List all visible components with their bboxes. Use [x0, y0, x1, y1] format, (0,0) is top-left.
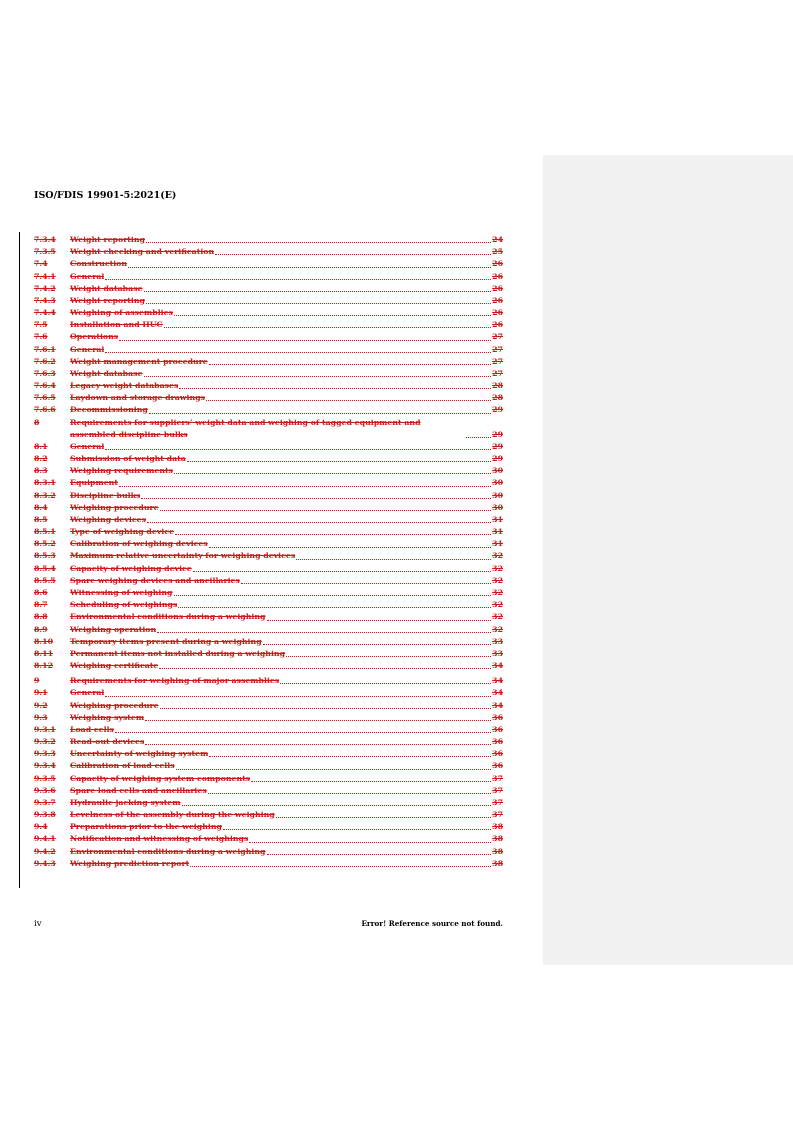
toc-entry[interactable] — [34, 319, 503, 331]
toc-entry[interactable] — [34, 550, 503, 562]
toc-entry[interactable] — [34, 687, 503, 699]
toc-entry[interactable] — [34, 821, 503, 833]
toc-dot-leader — [147, 522, 491, 523]
toc-dot-leader — [276, 817, 491, 818]
toc-entry[interactable] — [34, 846, 503, 858]
toc-entry-number: 8.9 — [34, 624, 48, 634]
toc-entry-title: Environmental conditions during a weighing — [70, 846, 266, 856]
toc-entry[interactable] — [34, 660, 503, 672]
toc-entry-number: 9.1 — [34, 688, 48, 698]
toc-entry-page: 27 — [492, 332, 503, 342]
toc-entry-title: Read-out devices — [70, 737, 145, 747]
toc-entry[interactable] — [34, 599, 503, 611]
toc-entry-page: 37 — [492, 797, 503, 807]
toc-dot-leader — [144, 291, 492, 292]
toc-entry-number: 8.6 — [34, 588, 48, 597]
toc-entry[interactable] — [34, 724, 503, 736]
toc-dot-leader — [296, 559, 491, 560]
toc-entry-number: 9 — [34, 676, 40, 686]
toc-entry-number: 7.6.1 — [34, 344, 56, 354]
toc-entry-title: General — [70, 344, 105, 354]
toc-entry[interactable] — [34, 833, 503, 845]
toc-entry-title: Weight reporting — [70, 295, 145, 305]
toc-entry[interactable] — [34, 675, 503, 687]
toc-dot-leader — [249, 842, 491, 843]
toc-entry-page: 32 — [492, 600, 503, 610]
toc-entry-title: General — [70, 271, 105, 281]
toc-entry-page: 29 — [492, 429, 503, 439]
toc-dot-leader — [105, 696, 491, 697]
toc-dot-leader — [286, 656, 491, 657]
toc-dot-leader — [466, 437, 491, 438]
toc-dot-leader — [208, 793, 491, 794]
toc-entry[interactable] — [34, 785, 503, 797]
toc-entry-number: 8.8 — [34, 612, 48, 622]
toc-entry[interactable] — [34, 344, 503, 356]
toc-dot-leader — [144, 376, 492, 377]
toc-entry-page: 32 — [492, 551, 503, 561]
toc-dot-leader — [176, 769, 492, 770]
toc-entry-page: 38 — [492, 858, 503, 868]
toc-entry-title: Temporary items present during a weighing — [70, 636, 262, 646]
toc-entry[interactable] — [34, 246, 503, 258]
toc-entry-page: 26 — [492, 283, 503, 293]
toc-entry-number: 9.3.6 — [34, 785, 56, 795]
toc-entry-title: Witnessing of weighing — [70, 588, 173, 597]
toc-entry-page: 25 — [492, 247, 503, 257]
toc-entry-number: 8.10 — [34, 636, 53, 646]
toc-entry[interactable] — [34, 368, 503, 380]
toc-entry-page: 30 — [492, 490, 503, 500]
toc-entry[interactable] — [34, 258, 503, 270]
toc-entry-title: Requirements for suppliers’ weight data and weighing of tagged equipment and assembled discipline bulks — [70, 417, 421, 439]
toc-entry[interactable] — [34, 502, 503, 514]
document-header: ISO/FDIS 19901-5:2021(E) — [34, 190, 177, 201]
toc-entry[interactable] — [34, 809, 503, 821]
toc-entry-number: 7.6 — [34, 332, 48, 342]
toc-entry[interactable] — [34, 490, 503, 502]
toc-entry[interactable] — [34, 271, 503, 283]
toc-entry-number: 9.2 — [34, 700, 48, 710]
toc-entry-number: 7.4.4 — [34, 308, 56, 318]
toc-entry-number: 7.4 — [34, 259, 48, 269]
toc-entry-page: 33 — [492, 648, 503, 658]
toc-entry-title: Weight management procedure — [70, 356, 208, 366]
toc-entry-title: Weighing procedure — [70, 700, 159, 710]
toc-entry-page: 27 — [492, 368, 503, 378]
toc-entry[interactable] — [34, 453, 503, 465]
toc-entry-number: 7.6.4 — [34, 381, 56, 391]
toc-entry-page: 34 — [492, 676, 503, 686]
toc-entry-page: 37 — [492, 773, 503, 783]
toc-entry-page: 36 — [492, 749, 503, 759]
toc-entry-number: 8.7 — [34, 600, 48, 610]
toc-entry-page: 31 — [492, 527, 503, 537]
toc-dot-leader — [280, 683, 491, 684]
toc-entry-number: 7.4.3 — [34, 295, 56, 305]
toc-entry-page: 36 — [492, 761, 503, 771]
toc-entry-page: 29 — [492, 405, 503, 415]
toc-entry[interactable] — [34, 392, 503, 404]
toc-entry-page: 26 — [492, 308, 503, 318]
toc-entry-title: Weighing requirements — [70, 466, 174, 476]
toc-entry-title: Construction — [70, 259, 128, 269]
change-bar — [19, 232, 20, 888]
toc-dot-leader — [251, 781, 491, 782]
toc-entry-number: 7.3.5 — [34, 247, 56, 257]
toc-entry-number: 8.5.2 — [34, 539, 56, 549]
toc-entry[interactable] — [34, 441, 503, 453]
toc-entry-title: Operations — [70, 332, 119, 342]
toc-entry[interactable] — [34, 624, 503, 636]
toc-entry-page: 27 — [492, 356, 503, 366]
toc-entry-title: Weight checking and verification — [70, 247, 215, 257]
toc-entry-title: Spare load cells and ancillaries — [70, 785, 207, 795]
toc-entry-title: Weight reporting — [70, 235, 145, 244]
toc-entry[interactable] — [34, 404, 503, 416]
toc-entry-page: 28 — [492, 381, 503, 391]
toc-dot-leader — [157, 632, 491, 633]
toc-entry-number: 9.3 — [34, 712, 48, 722]
toc-entry-page: 27 — [492, 344, 503, 354]
toc-dot-leader — [187, 461, 491, 462]
toc-entry-title: Discipline bulks — [70, 490, 141, 500]
toc-entry-page: 32 — [492, 612, 503, 622]
toc-entry-page: 33 — [492, 636, 503, 646]
toc-entry-number: 8.11 — [34, 648, 53, 658]
toc-entry[interactable] — [34, 307, 503, 319]
toc-entry-number: 7.6.2 — [34, 356, 56, 366]
toc-entry-page: 26 — [492, 295, 503, 305]
toc-dot-leader — [241, 583, 491, 584]
toc-entry-number: 8.2 — [34, 454, 48, 464]
toc-dot-leader — [182, 805, 492, 806]
toc-entry[interactable] — [34, 760, 503, 772]
toc-entry[interactable] — [34, 712, 503, 724]
toc-entry-page: 36 — [492, 712, 503, 722]
toc-entry[interactable] — [34, 736, 503, 748]
toc-entry-title: Hydraulic jacking system — [70, 797, 181, 807]
toc-entry-number: 7.4.2 — [34, 283, 56, 293]
toc-entry-number: 8.5 — [34, 514, 48, 524]
toc-entry-page: 36 — [492, 737, 503, 747]
toc-entry-number: 7.6.5 — [34, 393, 56, 403]
toc-entry-number: 8.12 — [34, 661, 53, 671]
toc-dot-leader — [267, 854, 492, 855]
toc-entry-page: 32 — [492, 575, 503, 585]
toc-entry-number: 8.4 — [34, 502, 48, 512]
toc-entry-title: Capacity of weighing device — [70, 563, 192, 573]
toc-entry[interactable] — [34, 858, 503, 870]
toc-dot-leader — [105, 352, 491, 353]
toc-dot-leader — [146, 242, 491, 243]
toc-entry-title: Capacity of weighing system components — [70, 773, 251, 783]
toc-entry-number: 9.3.5 — [34, 773, 56, 783]
toc-entry-title: General — [70, 688, 105, 698]
toc-entry-title: Weighing procedure — [70, 502, 159, 512]
toc-entry-page: 37 — [492, 810, 503, 820]
toc-dot-leader — [206, 400, 491, 401]
toc-entry-number: 9.4 — [34, 822, 48, 832]
toc-entry-title: Scheduling of weighings — [70, 600, 178, 610]
toc-entry-number: 8.5.5 — [34, 575, 56, 585]
toc-dot-leader — [174, 595, 492, 596]
toc-dot-leader — [119, 340, 491, 341]
toc-entry-page: 28 — [492, 393, 503, 403]
toc-entry-number: 7.4.1 — [34, 271, 56, 281]
toc-entry[interactable] — [34, 234, 503, 246]
toc-dot-leader — [174, 473, 491, 474]
toc-dot-leader — [209, 547, 491, 548]
toc-entry-page: 38 — [492, 846, 503, 856]
toc-entry-title: Spare weighing devices and ancillaries — [70, 575, 240, 585]
toc-dot-leader — [105, 449, 491, 450]
toc-entry-page: 30 — [492, 478, 503, 488]
toc-dot-leader — [141, 498, 491, 499]
toc-dot-leader — [193, 571, 491, 572]
toc-entry[interactable] — [34, 797, 503, 809]
toc-entry-number: 8.5.1 — [34, 527, 56, 537]
toc-entry[interactable] — [34, 331, 503, 343]
toc-dot-leader — [174, 315, 491, 316]
toc-entry-page: 24 — [492, 235, 503, 244]
toc-entry-page: 29 — [492, 441, 503, 451]
toc-entry-number: 9.3.3 — [34, 749, 56, 759]
toc-entry-number: 7.5 — [34, 320, 48, 330]
toc-entry-title: Installation and HUC — [70, 320, 163, 330]
toc-entry[interactable] — [34, 356, 503, 368]
toc-entry-number: 7.6.6 — [34, 405, 56, 415]
toc-entry-title: Laydown and storage drawings — [70, 393, 205, 403]
comment-pane — [543, 155, 793, 965]
toc-entry-title: Weighing system — [70, 712, 145, 722]
toc-entry-title: Weighing certificate — [70, 661, 159, 671]
toc-entry[interactable] — [34, 295, 503, 307]
toc-dot-leader — [179, 388, 491, 389]
toc-dot-leader — [215, 254, 491, 255]
toc-entry-number: 9.3.4 — [34, 761, 56, 771]
toc-entry[interactable] — [34, 380, 503, 392]
toc-entry-page: 36 — [492, 724, 503, 734]
toc-entry-number: 8.5.3 — [34, 551, 56, 561]
toc-entry-title: Legacy weight databases — [70, 381, 179, 391]
toc-dot-leader — [119, 486, 491, 487]
table-of-contents — [34, 234, 503, 870]
toc-entry-page: 31 — [492, 539, 503, 549]
toc-entry[interactable] — [34, 283, 503, 295]
toc-entry-number: 9.4.3 — [34, 858, 56, 868]
toc-entry[interactable] — [34, 773, 503, 785]
toc-entry[interactable] — [34, 611, 503, 623]
toc-entry-title: Load cells — [70, 724, 114, 734]
toc-entry-page: 30 — [492, 466, 503, 476]
toc-entry-page: 26 — [492, 320, 503, 330]
toc-entry-page: 31 — [492, 514, 503, 524]
toc-dot-leader — [190, 866, 491, 867]
toc-entry-number: 8.5.4 — [34, 563, 56, 573]
toc-entry-page: 34 — [492, 661, 503, 671]
toc-entry-number: 7.3.4 — [34, 235, 56, 244]
toc-entry-title: Requirements for weighing of major assemblies — [70, 676, 280, 686]
toc-entry[interactable] — [34, 538, 503, 550]
toc-entry-title: Calibration of load cells — [70, 761, 175, 771]
toc-entry[interactable] — [34, 636, 503, 648]
toc-dot-leader — [128, 267, 491, 268]
toc-dot-leader — [209, 756, 491, 757]
toc-entry[interactable] — [34, 575, 503, 587]
toc-entry[interactable] — [34, 514, 503, 526]
toc-entry-title: Equipment — [70, 478, 118, 488]
toc-entry-number: 8.3 — [34, 466, 48, 476]
toc-entry-number: 9.4.1 — [34, 834, 56, 844]
toc-entry-page: 26 — [492, 259, 503, 269]
toc-dot-leader — [146, 303, 491, 304]
toc-entry[interactable] — [34, 648, 503, 660]
toc-entry-title: Decommissioning — [70, 405, 148, 415]
toc-entry[interactable] — [34, 700, 503, 712]
toc-dot-leader — [263, 644, 491, 645]
toc-entry-title: Maximum relative uncertainty for weighing devices — [70, 551, 296, 561]
toc-entry-title: Weighing devices — [70, 514, 146, 524]
toc-entry-page: 34 — [492, 700, 503, 710]
toc-entry-number: 8.3.2 — [34, 490, 56, 500]
toc-dot-leader — [160, 708, 492, 709]
toc-entry-page: 32 — [492, 588, 503, 597]
toc-entry-page: 30 — [492, 502, 503, 512]
toc-entry-page: 32 — [492, 563, 503, 573]
toc-entry-title: Weight database — [70, 368, 143, 378]
toc-dot-leader — [209, 364, 491, 365]
footer-page-number: iv — [34, 919, 42, 929]
toc-entry-page: 32 — [492, 624, 503, 634]
toc-entry[interactable] — [34, 587, 503, 599]
toc-entry-title: Uncertainty of weighing system — [70, 749, 209, 759]
toc-entry-title: Permanent items not installed during a weighing — [70, 648, 286, 658]
toc-entry-number: 9.3.8 — [34, 810, 56, 820]
toc-entry-page: 26 — [492, 271, 503, 281]
toc-entry-number: 7.6.3 — [34, 368, 56, 378]
toc-entry[interactable] — [34, 748, 503, 760]
toc-entry[interactable] — [34, 563, 503, 575]
toc-dot-leader — [149, 413, 491, 414]
toc-entry-page: 38 — [492, 834, 503, 844]
toc-entry-title: Preparations prior to the weighing — [70, 822, 222, 832]
toc-entry-title: Weight database — [70, 283, 143, 293]
toc-entry-title: Calibration of weighing devices — [70, 539, 208, 549]
toc-dot-leader — [164, 327, 491, 328]
toc-entry[interactable] — [34, 477, 503, 489]
toc-entry-title: Environmental conditions during a weighing — [70, 612, 266, 622]
toc-dot-leader — [105, 279, 491, 280]
toc-entry-title: Type of weighing device — [70, 527, 175, 537]
toc-entry-number: 9.3.2 — [34, 737, 56, 747]
toc-entry-title: Weighing operation — [70, 624, 157, 634]
toc-entry-title: Levelness of the assembly during the weighing — [70, 810, 275, 820]
toc-entry-number: 9.4.2 — [34, 846, 56, 856]
toc-dot-leader — [175, 534, 491, 535]
toc-entry-number: 8.1 — [34, 441, 48, 451]
toc-entry[interactable] — [34, 465, 503, 477]
toc-entry-title: Notification and witnessing of weighings — [70, 834, 249, 844]
footer-reference-error: Error! Reference source not found. — [361, 919, 503, 928]
toc-entry[interactable] — [34, 417, 503, 441]
toc-dot-leader — [223, 829, 491, 830]
toc-entry-number: 9.3.7 — [34, 797, 56, 807]
toc-entry[interactable] — [34, 526, 503, 538]
toc-entry-title: Weighing of assemblies — [70, 308, 173, 318]
toc-dot-leader — [145, 720, 491, 721]
toc-dot-leader — [115, 732, 491, 733]
toc-entry-title: General — [70, 441, 105, 451]
toc-entry-page: 37 — [492, 785, 503, 795]
toc-entry-page: 29 — [492, 454, 503, 464]
toc-dot-leader — [178, 607, 491, 608]
toc-entry-number: 9.3.1 — [34, 724, 56, 734]
toc-entry-number: 8.3.1 — [34, 478, 56, 488]
toc-dot-leader — [267, 620, 492, 621]
toc-dot-leader — [145, 744, 491, 745]
toc-entry-title: Submission of weight data — [70, 454, 186, 464]
toc-entry-title: Weighing prediction report — [70, 858, 190, 868]
toc-entry-page: 38 — [492, 822, 503, 832]
toc-dot-leader — [159, 668, 491, 669]
toc-dot-leader — [160, 510, 492, 511]
toc-entry-page: 34 — [492, 688, 503, 698]
toc-entry-number: 8 — [34, 417, 40, 427]
